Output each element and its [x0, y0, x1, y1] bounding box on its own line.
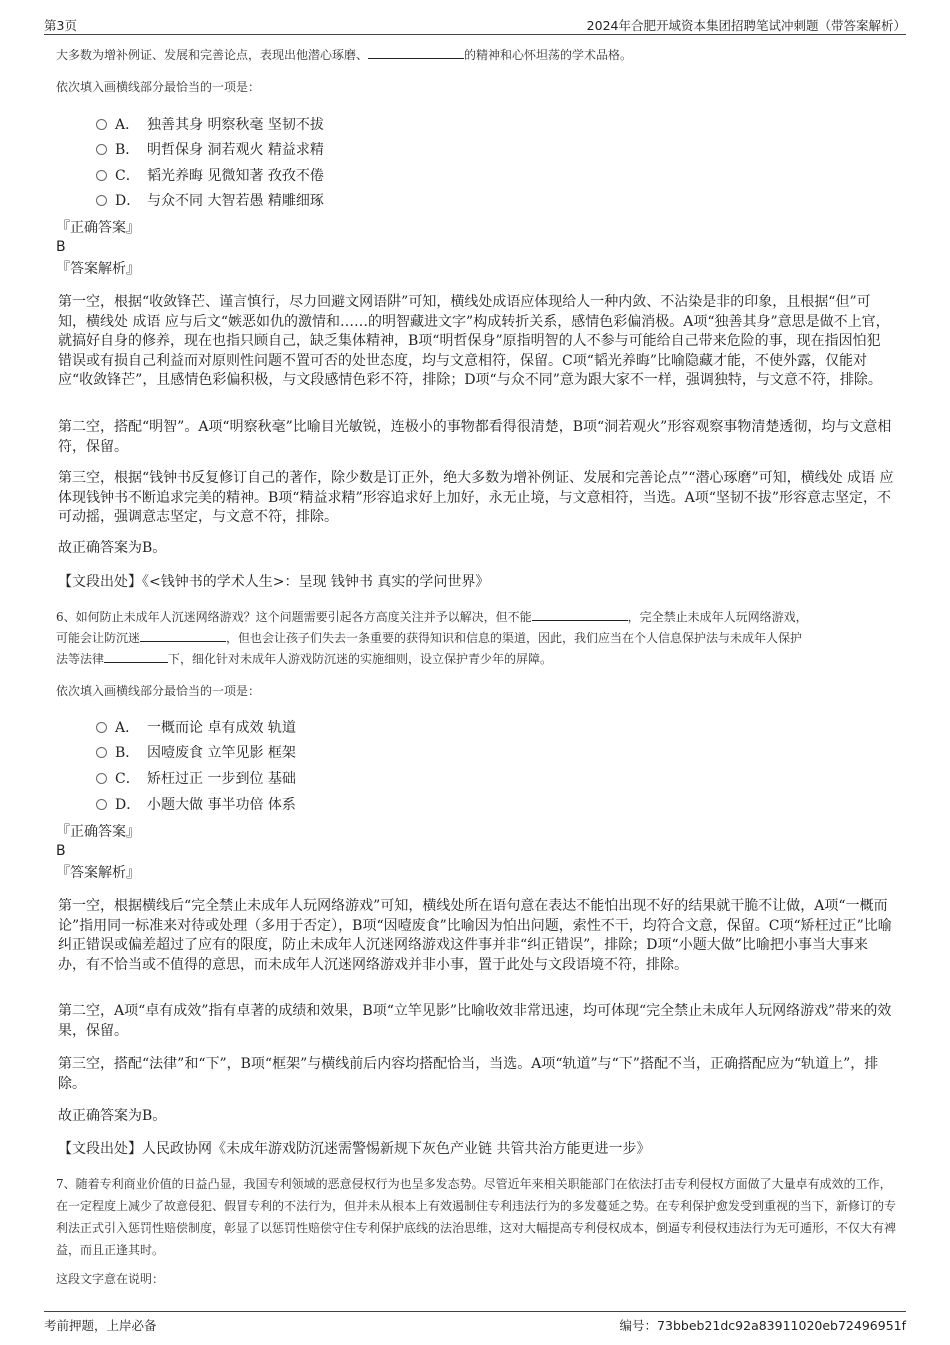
- radio-icon[interactable]: [96, 144, 107, 155]
- radio-icon[interactable]: [96, 722, 107, 733]
- fill-blank: [368, 45, 464, 59]
- q6-source: 【文段出处】人民政协网《未成年游戏防沉迷需警惕新规下灰色产业链 共管共治方能更进一步》: [58, 1141, 651, 1157]
- page-footer: [44, 1311, 906, 1336]
- q5-conclusion: 故正确答案为B。: [58, 540, 167, 556]
- radio-icon[interactable]: [96, 773, 107, 784]
- radio-icon[interactable]: [96, 195, 107, 206]
- document-title: 2024年合肥开域资本集团招聘笔试冲刺题（带答案解析）: [586, 18, 906, 33]
- q5-prompt: 依次填入画横线部分最恰当的一项是：: [56, 80, 261, 94]
- q6-option-b[interactable]: B． 因噎废食 立竿见影 框架: [96, 743, 296, 763]
- q6-answer-label: 『正确答案』: [56, 824, 140, 840]
- fill-blank: [532, 607, 628, 621]
- radio-icon[interactable]: [96, 799, 107, 810]
- q5-answer: B: [56, 239, 66, 255]
- q7-prompt: 这段文字意在说明：: [56, 1272, 165, 1286]
- radio-icon[interactable]: [96, 119, 107, 130]
- q5-option-a[interactable]: A． 独善其身 明察秋毫 坚韧不拔: [96, 115, 324, 135]
- q6-analysis-para2: 第二空，A项“卓有成效”指有卓著的成绩和效果，B项“立竿见影”比喻收效非常迅速，均可体现“完全禁止未成年人玩网络游戏”带来的效果，保留。: [58, 1003, 892, 1039]
- q7-stem: 7、随着专利商业价值的日益凸显，我国专利领域的恶意侵权行为也呈多发态势。尽管近年来相关职能部门在依法打击专利侵权方面做了大量卓有成效的工作，在一定程度上减少了故意侵犯、假冒专利的不法行为，但并未从根本上有效遏制住专利违法行为的多发蔓延之势。在专利保护愈发受到重视的当下，新修订的专利法正式引入惩罚性赔偿制度，彰显了以惩罚性赔偿守住专利保护底线的法治思维，这对大幅提高专利侵权成本，倒逼专利侵权违法行为无可遁形，不仅大有裨益，而且正逢其时。: [56, 1177, 897, 1257]
- q6-prompt: 依次填入画横线部分最恰当的一项是：: [56, 684, 261, 698]
- q5-analysis-label: 『答案解析』: [56, 261, 140, 277]
- radio-icon[interactable]: [96, 170, 107, 181]
- q6-conclusion: 故正确答案为B。: [58, 1108, 167, 1124]
- q6-answer: B: [56, 843, 66, 859]
- q6-analysis-label: 『答案解析』: [56, 865, 140, 881]
- q6-option-d[interactable]: D． 小题大做 事半功倍 体系: [96, 795, 296, 815]
- q5-option-b[interactable]: B． 明哲保身 洞若观火 精益求精: [96, 140, 324, 160]
- fill-blank: [104, 649, 168, 663]
- q6-option-c[interactable]: C． 矫枉过正 一步到位 基础: [96, 769, 296, 789]
- page-header: [44, 14, 906, 35]
- q5-option-d[interactable]: D． 与众不同 大智若愚 精雕细琢: [96, 191, 324, 211]
- q6-stem-line3: 法等法律 下，细化针对未成年人游戏防沉迷的实施细则，设立保护青少年的屏障。: [56, 648, 896, 670]
- q6-analysis-para3: 第三空，搭配“法律”和“下”，B项“框架”与横线前后内容均搭配恰当，当选。A项“轨道”与“下”搭配不当，正确搭配应为“轨道上”，排除。: [58, 1056, 879, 1092]
- fill-blank: [140, 628, 226, 642]
- q5-option-c[interactable]: C． 韬光养晦 见微知著 孜孜不倦: [96, 166, 324, 186]
- q6-option-a[interactable]: A． 一概而论 卓有成效 轨道: [96, 718, 296, 738]
- q6-stem-line2: 可能会让防沉迷 ，但也会让孩子们失去一条重要的获得知识和信息的渠道，因此，我们应当在个人信息保护法与未成年人保护: [56, 627, 896, 649]
- document-code: 编号：73bbeb21dc92a83911020eb72496951f: [619, 1318, 906, 1333]
- q5-source: 【文段出处】《<钱钟书的学术人生>：呈现 钱钟书 真实的学问世界》: [58, 574, 490, 590]
- q5-analysis-para3: 第三空，根据“钱钟书反复修订自己的著作，除少数是订正外，绝大多数为增补例证、发展和完善论点”“潜心琢磨”可知，横线处 成语 应体现钱钟书不断追求完美的精神。B项“精益求精”形容追求好上加好，永无止境，与文意相符，当选。A项“坚韧不拔”形容意志坚定，不可动摇，强调意志坚定，与文意不符，排除。: [58, 470, 894, 525]
- q6-stem-line1: 6、如何防止未成年人沉迷网络游戏？这个问题需要引起各方高度关注并予以解决，但不能 ，完全禁止未成年人玩网络游戏，: [56, 606, 896, 628]
- q5-analysis-para1: 第一空，根据“收敛锋芒、谨言慎行，尽力回避文网语阱”可知，横线处成语应体现给人一种内敛、不沾染是非的印象，且根据“但”可知，横线处 成语 应与后文“嫉恶如仇的激情和……的明智藏进文字”构成转折关系，感情色彩偏消极。A项“独善其身”意思是做不上官，就搞好自身的修养，现在也指只顾自己，缺乏集体精神，B项“明哲保身”原指明智的人不参与可能给自己带来危险的事，现在指因怕犯错误或有损自己利益而对原则性问题不置可否的处世态度，均与文意相符，保留。C项“韬光养晦”比喻隐藏才能，不使外露，仅能对应“收敛锋芒”，且感情色彩偏积极，与文段感情色彩不符，排除；D项“与众不同”意为跟大家不一样，强调独特，与文意不符，排除。: [58, 294, 890, 388]
- footer-slogan: 考前押题，上岸必备: [44, 1318, 157, 1333]
- q6-analysis-para1: 第一空，根据横线后“完全禁止未成年人玩网络游戏”可知，横线处所在语句意在表达不能怕出现不好的结果就干脆不让做，A项“一概而论”指用同一标准来对待或处理（多用于否定），B项“因噎废食”比喻因为怕出问题，索性不干，均符合文意，保留。C项“矫枉过正”比喻纠正错误或偏差超过了应有的限度，防止未成年人沉迷网络游戏这件事并非“纠正错误”，排除；D项“小题大做”比喻把小事当大事来办，有不恰当或不值得的意思，而未成年人沉迷网络游戏并非小事，置于此处与文段语境不符，排除。: [58, 898, 892, 973]
- q5-analysis-para2: 第二空，搭配“明智”。A项“明察秋毫”比喻目光敏锐，连极小的事物都看得很清楚，B项“洞若观火”形容观察事物清楚透彻，均与文意相符，保留。: [58, 419, 892, 455]
- radio-icon[interactable]: [96, 747, 107, 758]
- q5-answer-label: 『正确答案』: [56, 220, 140, 236]
- q5-stem: 大多数为增补例证、发展和完善论点，表现出他潜心琢磨、 的精神和心怀坦荡的学术品格。: [56, 44, 896, 66]
- page-number: 第3页: [44, 18, 77, 33]
